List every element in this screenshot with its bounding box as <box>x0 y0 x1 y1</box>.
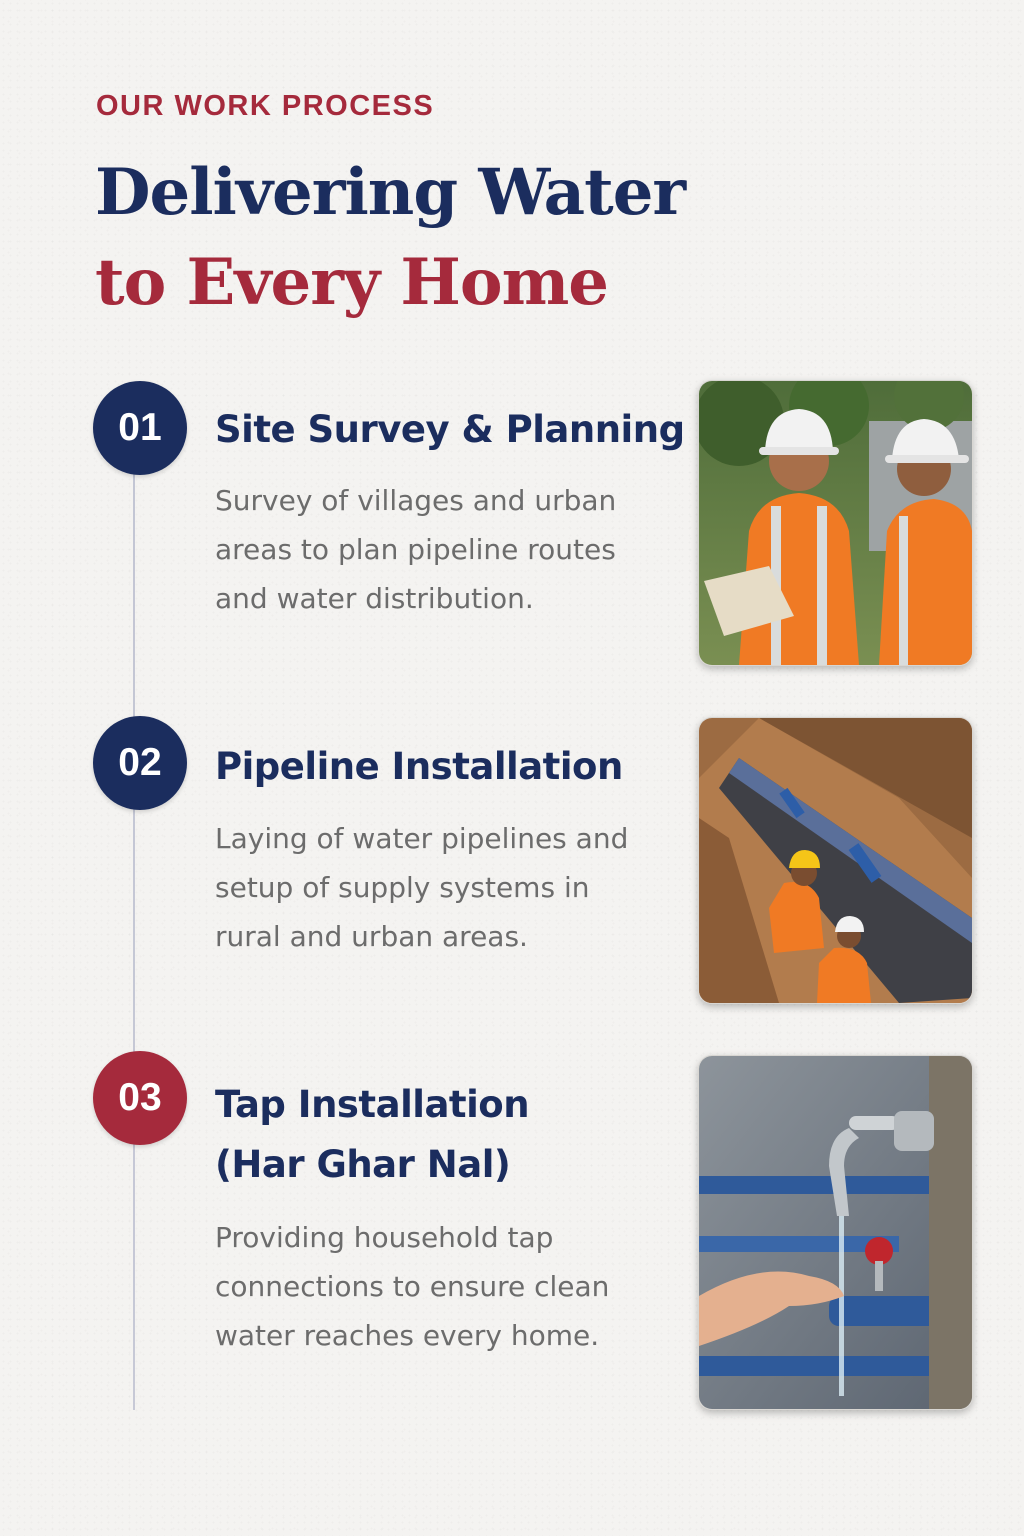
step-description: Providing household tap connections to ensure clean water reaches every home. <box>215 1221 610 1352</box>
step-number-badge: 02 <box>93 716 187 810</box>
title-line-2: to Every Home <box>95 245 608 320</box>
title-line-1: Delivering Water <box>95 155 686 230</box>
step-title <box>215 1075 529 1195</box>
step-title-line: Pipeline Installation <box>215 745 623 788</box>
step-title-line: (Har Ghar Nal) <box>215 1143 511 1186</box>
eyebrow-label: OUR WORK PROCESS <box>96 90 435 122</box>
timeline-connector <box>133 470 135 1410</box>
step-title-line: Site Survey & Planning <box>215 408 685 451</box>
pipeline-trench-photo <box>698 717 973 1004</box>
page-title <box>95 148 685 328</box>
survey-engineers-photo <box>698 380 973 666</box>
step-description: Laying of water pipelines and setup of supply systems in rural and urban areas. <box>215 822 629 953</box>
step-title <box>215 400 685 460</box>
step-description: Survey of villages and urban areas to plan pipeline routes and water distribution. <box>215 484 617 615</box>
step-number-badge: 01 <box>93 381 187 475</box>
water-tap-photo <box>698 1055 973 1410</box>
step-number-badge: 03 <box>93 1051 187 1145</box>
step-title <box>215 737 623 797</box>
step-title-line: Tap Installation <box>215 1083 530 1126</box>
